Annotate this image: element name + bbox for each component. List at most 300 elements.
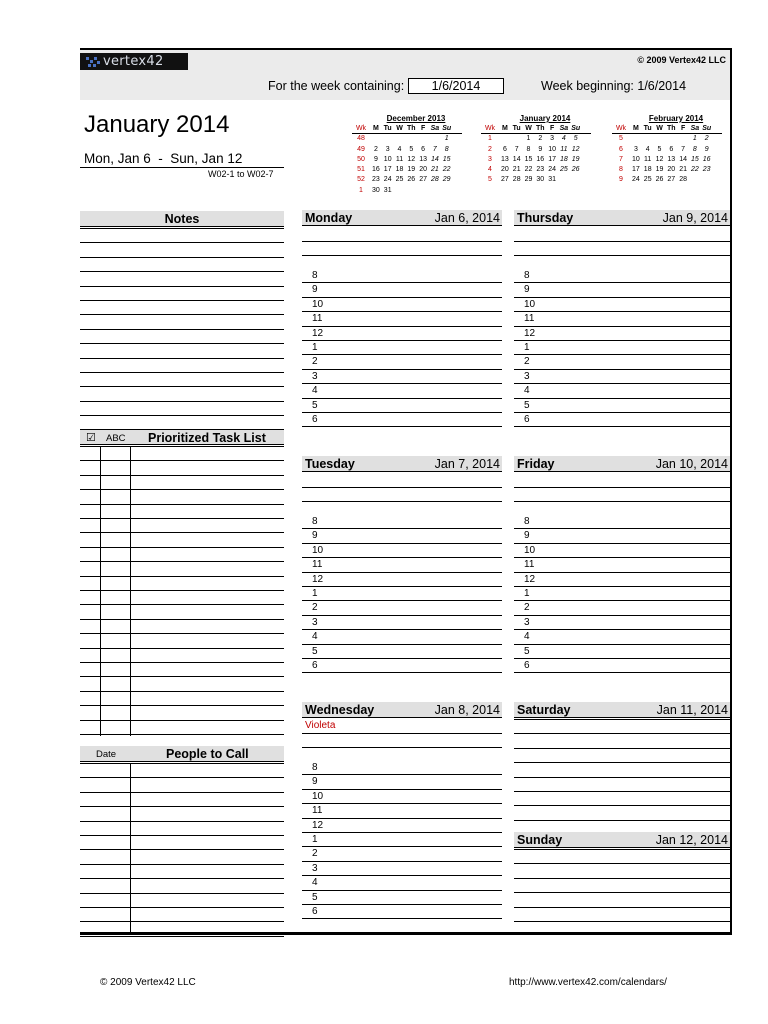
ruled-line	[514, 878, 730, 879]
hour-label: 8	[312, 762, 318, 773]
mini-calendar-day: 2	[704, 135, 709, 143]
weekday-header: F	[420, 125, 426, 132]
mini-calendar-day: 20	[419, 166, 427, 174]
mini-calendar-day: 3	[385, 145, 390, 153]
ruled-line	[80, 604, 284, 605]
mini-calendar-day: 31	[548, 176, 556, 184]
week-number: 2	[488, 145, 492, 153]
thursday-notes[interactable]	[514, 227, 730, 267]
copyright-top: © 2009 Vertex42 LLC	[637, 55, 726, 65]
mini-calendar-day: 30	[372, 186, 380, 194]
mini-calendar-day: 23	[372, 176, 380, 184]
mini-calendar-day: 13	[667, 155, 676, 163]
ruled-line	[80, 475, 284, 476]
logo-mark-icon	[86, 56, 100, 68]
mini-calendar-day: 5	[657, 145, 662, 153]
hour-label: 3	[312, 862, 318, 874]
ruled-line	[80, 676, 284, 677]
hour-row[interactable]	[514, 327, 730, 341]
hour-row[interactable]	[514, 312, 730, 326]
hour-label: 12	[524, 573, 536, 585]
people-title: People to Call	[166, 747, 249, 761]
hour-row[interactable]	[302, 790, 502, 804]
day-name: Thursday	[517, 211, 574, 225]
hour-label: 10	[312, 790, 324, 802]
hour-row[interactable]	[514, 558, 730, 572]
mini-calendar	[612, 114, 722, 186]
hour-row[interactable]	[302, 327, 502, 341]
ruled-line	[80, 648, 284, 649]
mini-calendar-day: 1	[526, 135, 531, 143]
mini-calendar-day: 16	[702, 155, 711, 163]
hour-row[interactable]	[302, 645, 502, 659]
wednesday-hours[interactable]	[302, 761, 502, 926]
hour-row[interactable]	[302, 862, 502, 876]
thursday-header	[514, 210, 730, 226]
ruled-line	[80, 329, 284, 330]
mini-calendar-day: 15	[690, 155, 699, 163]
hour-label: 4	[312, 877, 318, 889]
mini-calendar-day: 6	[502, 145, 507, 153]
ruled-line	[80, 576, 284, 577]
ruled-line	[80, 518, 284, 519]
day-date: Jan 12, 2014	[655, 833, 728, 847]
hour-row[interactable]	[302, 876, 502, 890]
week-beginning-label: Week beginning: 1/6/2014	[541, 79, 687, 93]
ruled-line	[514, 849, 730, 850]
mini-calendar-day: 23	[536, 166, 545, 174]
day-name: Tuesday	[305, 457, 355, 471]
hour-row[interactable]	[302, 370, 502, 384]
weekday-header: W	[525, 125, 532, 132]
notes-header	[80, 211, 284, 227]
hour-label: 12	[312, 819, 324, 831]
ruled-line	[514, 863, 730, 864]
ruled-line	[80, 386, 284, 387]
wednesday-notes[interactable]	[302, 719, 502, 759]
thursday-hours[interactable]	[514, 269, 730, 434]
column-divider	[100, 446, 101, 736]
column-divider	[130, 763, 131, 935]
mini-calendar	[352, 114, 462, 196]
mini-calendar-day: 9	[704, 145, 709, 153]
mini-calendar	[481, 114, 591, 186]
week-number: 9	[619, 176, 623, 184]
hour-row[interactable]	[302, 659, 502, 673]
hour-row[interactable]	[302, 355, 502, 369]
mini-calendar-week	[352, 186, 462, 196]
hour-row[interactable]	[514, 630, 730, 644]
mini-calendar-day	[429, 134, 441, 144]
hour-row[interactable]	[514, 298, 730, 312]
hour-row[interactable]	[302, 399, 502, 413]
hour-row[interactable]	[302, 630, 502, 644]
hour-row[interactable]	[302, 544, 502, 558]
ruled-line	[80, 936, 284, 937]
ruled-line	[80, 532, 284, 533]
mini-calendar-header	[481, 124, 591, 134]
hour-label: 10	[312, 298, 324, 310]
ruled-line	[80, 590, 284, 591]
hour-label: 1	[312, 834, 318, 845]
mini-calendar-day	[394, 186, 406, 196]
hour-label: 8	[312, 516, 318, 527]
hour-row[interactable]	[302, 312, 502, 326]
hour-label: 6	[312, 906, 318, 917]
hour-row[interactable]	[302, 269, 502, 283]
mini-calendar-day: 13	[501, 155, 509, 163]
hour-row[interactable]	[302, 833, 502, 847]
hour-label: 5	[312, 891, 318, 903]
hour-row[interactable]	[302, 775, 502, 789]
hour-row[interactable]	[302, 341, 502, 355]
abc-label: ABC	[106, 433, 126, 444]
mini-calendar-week	[481, 134, 591, 144]
hour-row[interactable]	[514, 659, 730, 673]
hour-row[interactable]	[514, 269, 730, 283]
day-date: Jan 8, 2014	[434, 703, 500, 717]
mini-calendar-day	[570, 175, 582, 185]
saturday-area[interactable]	[514, 719, 730, 829]
mini-calendar-day	[370, 134, 382, 144]
weekday-header: Su	[571, 125, 581, 132]
ruled-line	[80, 720, 284, 721]
hour-row[interactable]	[302, 905, 502, 919]
week-code: W02-1 to W02-7	[208, 169, 274, 179]
hour-row[interactable]	[514, 283, 730, 297]
hour-label: 11	[524, 559, 535, 571]
mini-calendar-header	[612, 124, 722, 134]
hour-row[interactable]	[302, 529, 502, 543]
mini-calendar-week	[612, 155, 722, 165]
hour-label: 3	[524, 370, 530, 382]
hour-row[interactable]	[514, 413, 730, 427]
ruled-line	[80, 835, 284, 836]
logo-text: vertex42	[103, 54, 164, 69]
mini-calendar-day: 24	[632, 176, 640, 184]
ruled-line	[80, 705, 284, 706]
mini-calendar-title: February 2014	[648, 114, 704, 123]
mini-calendar-day: 8	[526, 145, 531, 153]
footer-url[interactable]: http://www.vertex42.com/calendars/	[509, 977, 667, 988]
mini-calendar-day: 4	[397, 145, 402, 153]
mini-calendar-day: 11	[560, 145, 568, 153]
hour-label: 1	[524, 342, 530, 353]
mini-calendar-title: December 2013	[386, 114, 446, 123]
mini-calendar-day: 16	[372, 166, 380, 174]
mini-calendar-day	[429, 186, 441, 196]
hour-label: 10	[312, 544, 324, 556]
day-date: Jan 9, 2014	[662, 211, 728, 225]
mini-calendar-day	[394, 134, 406, 144]
ruled-line	[80, 821, 284, 822]
mini-calendar-day: 27	[501, 176, 509, 184]
mini-calendar-day: 19	[571, 155, 580, 163]
hour-row[interactable]	[514, 529, 730, 543]
mini-calendar-day: 26	[571, 166, 580, 174]
hour-row[interactable]	[514, 573, 730, 587]
mini-calendar-day	[642, 134, 654, 144]
weekday-header: Sa	[690, 125, 700, 132]
mini-calendar-week	[352, 155, 462, 165]
hour-label: 2	[312, 356, 318, 368]
hour-label: 12	[312, 573, 324, 585]
ruled-line	[80, 893, 284, 894]
task-list-area[interactable]	[80, 446, 284, 736]
ruled-line	[80, 547, 284, 548]
mini-calendar-day: 19	[655, 166, 664, 174]
mini-calendar-day: 15	[442, 155, 451, 163]
hour-label: 10	[524, 544, 536, 556]
ruled-line	[80, 257, 284, 258]
mini-calendar-day: 26	[655, 176, 664, 184]
mini-calendar-day: 25	[395, 176, 404, 184]
mini-calendar-day	[665, 134, 677, 144]
week-number: 5	[488, 176, 492, 184]
mini-calendar-week	[352, 145, 462, 155]
day-name: Monday	[305, 211, 353, 225]
weekday-header: Th	[667, 125, 676, 132]
weekday-header: W	[656, 125, 663, 132]
hour-label: 8	[524, 516, 530, 527]
mini-calendar-day: 21	[430, 166, 439, 174]
mini-calendar-day	[677, 134, 689, 144]
hour-label: 6	[524, 414, 530, 425]
hour-label: 12	[312, 327, 324, 339]
ruled-line	[80, 343, 284, 344]
hour-label: 2	[524, 602, 530, 614]
mini-calendar-day: 23	[702, 166, 711, 174]
mini-calendar-day: 17	[548, 155, 556, 163]
ruled-line	[80, 921, 284, 922]
notes-area[interactable]	[80, 228, 284, 428]
hour-row[interactable]	[302, 558, 502, 572]
vertex42-logo	[80, 53, 188, 70]
hour-row[interactable]	[302, 587, 502, 601]
mini-calendar-day: 10	[383, 155, 392, 163]
tasks-title: Prioritized Task List	[148, 431, 266, 445]
mini-calendar-day: 30	[536, 176, 545, 184]
hour-label: 1	[524, 588, 530, 599]
week-date-input[interactable]: 1/6/2014	[408, 78, 504, 94]
mini-calendar-day: 14	[512, 155, 521, 163]
mini-calendar-day: 6	[669, 145, 674, 153]
tuesday-hours[interactable]	[302, 515, 502, 680]
mini-calendar-day: 5	[573, 135, 578, 143]
mini-calendar-week	[352, 134, 462, 144]
sunday-header	[514, 832, 730, 848]
mini-calendar-day: 17	[632, 166, 640, 174]
week-number: 51	[357, 166, 365, 174]
hour-label: 9	[312, 776, 318, 788]
planner-page	[80, 48, 732, 935]
weekday-header: Sa	[430, 125, 440, 132]
hour-row[interactable]	[514, 370, 730, 384]
mini-calendar-day: 2	[538, 135, 543, 143]
mini-calendar-day: 1	[692, 135, 697, 143]
mini-calendar-day: 29	[442, 176, 451, 184]
hour-row[interactable]	[514, 515, 730, 529]
week-number: 1	[359, 186, 363, 194]
mini-calendar-day: 8	[692, 145, 697, 153]
mini-calendar-day: 28	[512, 176, 521, 184]
ruled-line	[80, 228, 284, 229]
mini-calendar-day: 5	[409, 145, 414, 153]
mini-calendar-day: 13	[419, 155, 427, 163]
hour-label: 9	[524, 284, 530, 296]
mini-calendar-day: 25	[559, 166, 568, 174]
mini-calendar-day	[417, 186, 429, 196]
mini-calendar-day	[441, 186, 453, 196]
people-to-call-area[interactable]	[80, 763, 284, 935]
hour-label: 4	[524, 385, 530, 397]
mini-calendar-day: 29	[524, 176, 533, 184]
week-number: 4	[488, 166, 492, 174]
monday-notes[interactable]	[302, 227, 502, 267]
hour-row[interactable]	[302, 761, 502, 775]
hour-row[interactable]	[302, 413, 502, 427]
hour-row[interactable]	[514, 544, 730, 558]
mini-calendar-day: 19	[407, 166, 416, 174]
mini-calendar-day: 31	[383, 186, 392, 194]
mini-calendar-day: 24	[383, 176, 392, 184]
ruled-line	[80, 401, 284, 402]
friday-header	[514, 456, 730, 472]
people-header	[80, 746, 284, 762]
week-range: Mon, Jan 6 - Sun, Jan 12	[84, 151, 243, 166]
mini-calendar-day: 16	[536, 155, 545, 163]
hour-label: 9	[524, 530, 530, 542]
hour-label: 12	[524, 327, 536, 339]
ruled-line	[514, 762, 730, 763]
mini-calendar-day: 20	[667, 166, 676, 174]
hour-row[interactable]	[514, 616, 730, 630]
column-divider	[130, 446, 131, 736]
hour-row[interactable]	[302, 804, 502, 818]
wednesday-event[interactable]: Violeta	[305, 720, 336, 731]
hour-row[interactable]	[514, 587, 730, 601]
hour-row[interactable]	[514, 355, 730, 369]
week-col-header: Wk	[355, 125, 367, 132]
mini-calendar-header	[352, 124, 462, 134]
ruled-line	[80, 619, 284, 620]
mini-calendar-day: 4	[645, 145, 650, 153]
hour-label: 4	[312, 385, 318, 397]
day-name: Sunday	[517, 833, 563, 847]
weekday-header: Tu	[383, 125, 392, 132]
hour-row[interactable]	[302, 384, 502, 398]
mini-calendar-day	[382, 134, 394, 144]
ruled-line	[80, 314, 284, 315]
ruled-line	[80, 489, 284, 490]
hour-label: 11	[524, 313, 535, 325]
hour-row[interactable]	[302, 847, 502, 861]
hour-label: 9	[312, 530, 318, 542]
ruled-line	[80, 849, 284, 850]
mini-calendar-week	[481, 155, 591, 165]
week-col-header: Wk	[484, 125, 496, 132]
ruled-line	[80, 271, 284, 272]
hour-row[interactable]	[302, 891, 502, 905]
mini-calendar-day: 18	[643, 166, 652, 174]
ruled-line	[80, 662, 284, 663]
ruled-line	[80, 792, 284, 793]
mini-calendar-day	[417, 134, 429, 144]
date-col-label: Date	[96, 749, 117, 760]
mini-calendar-day	[630, 134, 642, 144]
ruled-line	[80, 242, 284, 243]
ruled-line	[514, 820, 730, 821]
week-number: 6	[619, 145, 623, 153]
hour-row[interactable]	[514, 645, 730, 659]
mini-calendar-day: 8	[444, 145, 449, 153]
ruled-line	[80, 460, 284, 461]
hour-label: 6	[312, 660, 318, 671]
hour-label: 11	[312, 805, 323, 817]
tuesday-notes[interactable]	[302, 473, 502, 513]
ruled-line	[80, 300, 284, 301]
mini-calendar-day: 24	[548, 166, 556, 174]
mini-calendar-day: 14	[679, 155, 687, 163]
hour-row[interactable]	[302, 515, 502, 529]
mini-calendar-day: 15	[524, 155, 533, 163]
hour-label: 3	[312, 616, 318, 628]
mini-calendar-day	[405, 134, 417, 144]
hour-row[interactable]	[302, 601, 502, 615]
mini-calendar-day: 10	[548, 145, 556, 153]
hour-row[interactable]	[302, 616, 502, 630]
friday-notes[interactable]	[514, 473, 730, 513]
hour-row[interactable]	[302, 298, 502, 312]
hour-row[interactable]	[302, 283, 502, 297]
friday-hours[interactable]	[514, 515, 730, 680]
hour-row[interactable]	[514, 601, 730, 615]
hour-row[interactable]	[514, 341, 730, 355]
hour-row[interactable]	[514, 399, 730, 413]
monday-hours[interactable]	[302, 269, 502, 434]
ruled-line	[80, 878, 284, 879]
hour-label: 4	[524, 631, 530, 643]
ruled-line	[80, 561, 284, 562]
ruled-line	[80, 691, 284, 692]
hour-row[interactable]	[302, 819, 502, 833]
hour-row[interactable]	[514, 384, 730, 398]
ruled-line	[80, 734, 284, 735]
mini-calendar-day: 26	[407, 176, 416, 184]
mini-calendar-day	[405, 186, 417, 196]
mini-calendar-day: 10	[632, 155, 640, 163]
week-number: 5	[619, 135, 623, 143]
wednesday-header	[302, 702, 502, 718]
mini-calendar-title: January 2014	[519, 114, 571, 123]
day-date: Jan 11, 2014	[656, 703, 728, 717]
sunday-area[interactable]	[514, 849, 730, 933]
hour-label: 3	[312, 370, 318, 382]
mini-calendar-day	[558, 175, 570, 185]
hour-label: 6	[312, 414, 318, 425]
hour-label: 2	[312, 602, 318, 614]
ruled-line	[80, 777, 284, 778]
hour-row[interactable]	[302, 573, 502, 587]
day-name: Friday	[517, 457, 555, 471]
ruled-line	[514, 748, 730, 749]
ruled-line	[80, 806, 284, 807]
mini-calendar-week	[481, 165, 591, 175]
mini-calendar-day: 3	[633, 145, 638, 153]
tasks-header	[80, 429, 284, 445]
mini-calendar-day: 4	[561, 135, 566, 143]
weekday-header: M	[501, 125, 508, 132]
